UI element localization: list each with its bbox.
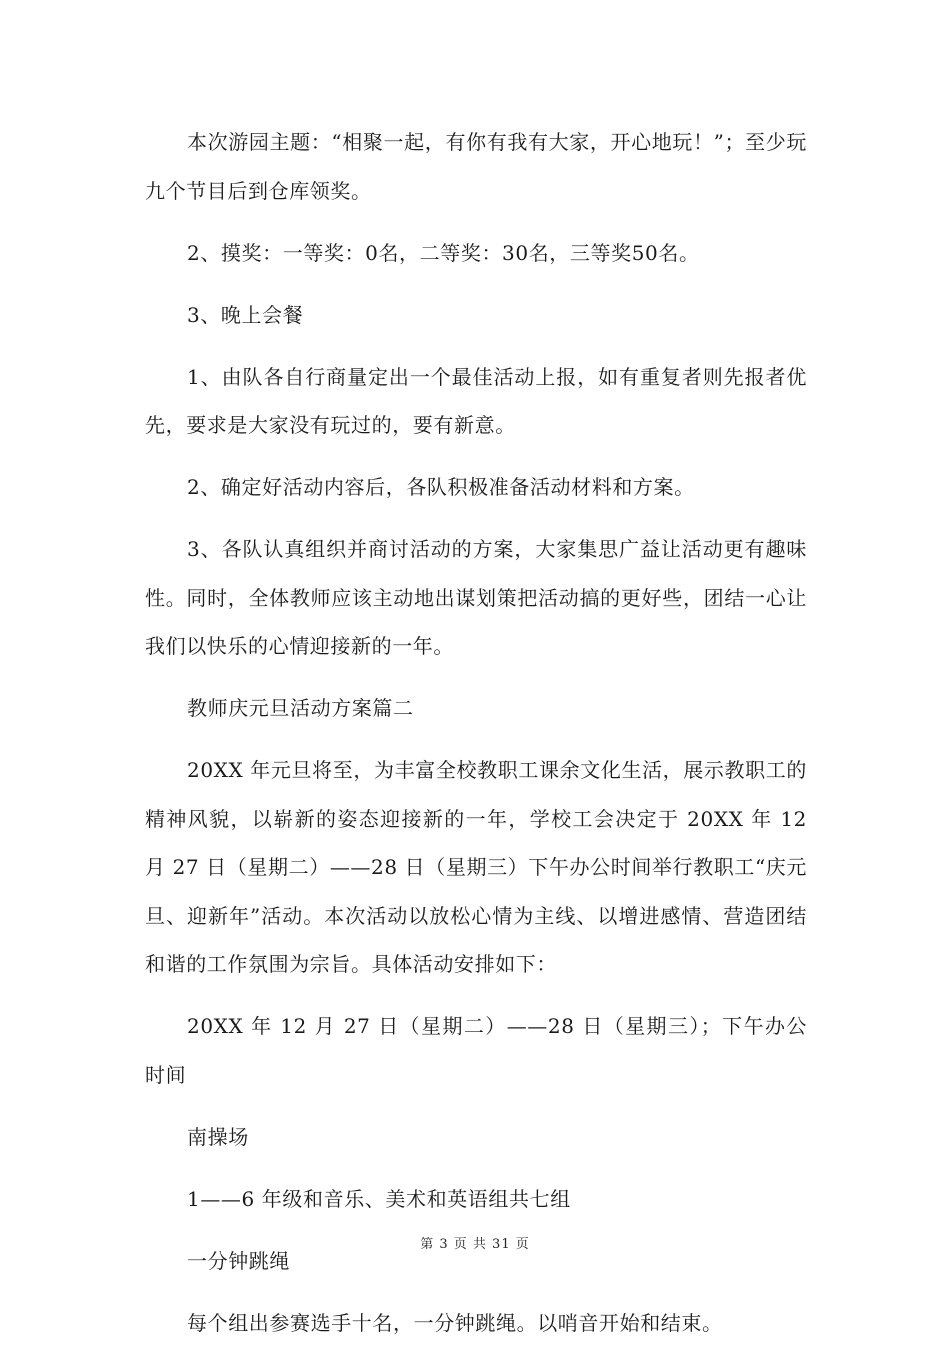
paragraph-requirement-2: 2、确定好活动内容后，各队积极准备活动材料和方案。	[187, 475, 695, 499]
paragraph-lottery: 2、摸奖：一等奖：0名，二等奖：30名，三等奖50名。	[187, 240, 700, 265]
document-body	[145, 118, 807, 1361]
paragraph-participants: 1——6 年级和音乐、美术和英语组共七组	[187, 1186, 571, 1211]
paragraph-event-name: 一分钟跳绳	[187, 1248, 290, 1273]
paragraph-intro: 20XX 年元旦将至，为丰富全校教职工课余文化生活，展示教职工的精神风貌，以崭新的姿态迎接新的一年，学校工会决定于 20XX 年 12 月 27 日（星期二）——28 日（星期三）下午办公时间举行教职工“庆元旦、迎新年”活动。本次活动以放松心情为主线、以增进感情、营造团结和谐的工作氛围为宗旨。具体活动安排如下：	[145, 758, 807, 976]
paragraph-requirement-1: 1、由队各自行商量定出一个最佳活动上报，如有重复者则先报者优先，要求是大家没有玩过的，要有新意。	[145, 364, 807, 437]
section-heading: 教师庆元旦活动方案篇二	[187, 696, 414, 720]
paragraph-time: 20XX 年 12 月 27 日（星期二）——28 日（星期三）；下午办公时间	[145, 1014, 807, 1087]
paragraph-theme: 本次游园主题：“相聚一起，有你有我有大家，开心地玩！”；至少玩九个节目后到仓库领奖。	[145, 130, 807, 203]
paragraph-location: 南操场	[187, 1124, 249, 1149]
paragraph-requirement-3: 3、各队认真组织并商讨活动的方案，大家集思广益让活动更有趣味性。同时，全体教师应该主动地出谋划策把活动搞的更好些，团结一心让我们以快乐的心情迎接新的一年。	[145, 537, 807, 658]
page-number-footer: 第 3 页 共 31 页	[420, 1237, 530, 1252]
paragraph-event-rules: 每个组出参赛选手十名，一分钟跳绳。以哨音开始和结束。	[187, 1310, 723, 1335]
paragraph-dinner: 3、晚上会餐	[187, 302, 304, 327]
